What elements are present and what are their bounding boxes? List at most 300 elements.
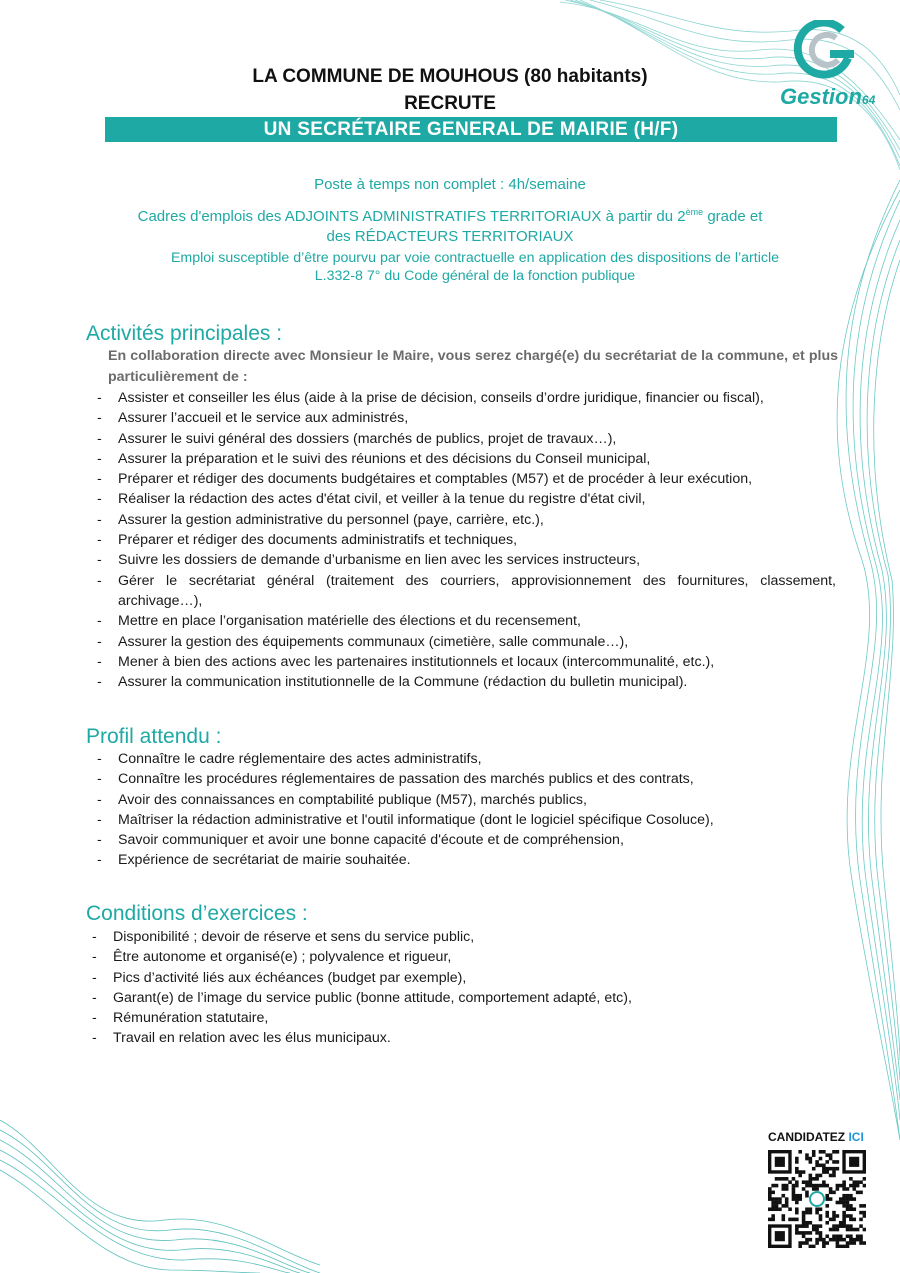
activities-item [97, 510, 836, 530]
qr-module [825, 1241, 829, 1245]
qr-module [802, 1241, 806, 1245]
qr-module [805, 1238, 809, 1242]
qr-module [771, 1201, 775, 1205]
qr-module [819, 1157, 823, 1161]
qr-module [846, 1245, 850, 1248]
qr-module [778, 1197, 782, 1201]
qr-module [849, 1234, 853, 1238]
activities-item [97, 449, 836, 469]
qr-module [825, 1160, 829, 1164]
activities-item-text: Assurer la préparation et le suivi des réunions et des décisions du Conseil municipal, [118, 450, 651, 467]
qr-module [822, 1238, 826, 1242]
qr-module [795, 1184, 799, 1188]
qr-module [809, 1160, 813, 1164]
cadres-text: Cadres d'emplois des ADJOINTS ADMINISTRATIFS TERRITORIAUX à partir du 2 [137, 208, 686, 225]
qr-module [795, 1207, 799, 1211]
qr-module [815, 1177, 819, 1181]
qr-module [846, 1201, 850, 1205]
apply-cta[interactable] [768, 1130, 864, 1144]
qr-module [795, 1180, 799, 1184]
qr-module [782, 1214, 786, 1218]
qr-module [812, 1224, 816, 1228]
cadres-sup: ème [685, 207, 704, 217]
qr-module [812, 1153, 816, 1157]
profile-item [97, 810, 836, 830]
qr-module [812, 1167, 816, 1171]
qr-module [863, 1241, 866, 1245]
qr-module [859, 1241, 863, 1245]
qr-module [812, 1184, 816, 1188]
qr-module [785, 1187, 789, 1191]
qr-module [852, 1218, 856, 1222]
conditions-item [92, 968, 831, 988]
qr-module [812, 1187, 816, 1191]
qr-module [792, 1191, 796, 1195]
qr-module [782, 1204, 786, 1208]
qr-module [829, 1157, 833, 1161]
qr-module [815, 1160, 819, 1164]
qr-module [836, 1160, 840, 1164]
qr-module [836, 1241, 840, 1245]
qr-module [785, 1197, 789, 1201]
profile-item-text: Maîtriser la rédaction administrative et l'outil informatique (dont le logiciel spécifique Cosoluce), [118, 811, 714, 828]
qr-module [832, 1238, 836, 1242]
bullet-dash: - [97, 491, 102, 508]
qr-module [798, 1194, 802, 1198]
qr-module [795, 1224, 799, 1228]
profile-item [97, 850, 836, 870]
qr-module [815, 1184, 819, 1188]
qr-module [852, 1197, 856, 1201]
qr-module [802, 1218, 806, 1222]
bullet-dash: - [92, 949, 97, 966]
qr-module [792, 1187, 796, 1191]
qr-module [825, 1194, 829, 1198]
qr-module [849, 1238, 853, 1242]
qr-module [805, 1157, 809, 1161]
qr-module [788, 1218, 792, 1222]
qr-module [825, 1221, 829, 1225]
qr-module [792, 1218, 796, 1222]
header-commune: LA COMMUNE DE MOUHOUS (80 habitants) [252, 66, 648, 87]
qr-module [856, 1228, 860, 1232]
qr-module [809, 1245, 813, 1248]
qr-module [805, 1180, 809, 1184]
qr-module [832, 1160, 836, 1164]
qr-module [849, 1207, 853, 1211]
bullet-dash: - [97, 633, 102, 650]
qr-module [802, 1214, 806, 1218]
qr-module [836, 1224, 840, 1228]
qr-module [795, 1170, 799, 1174]
qr-module [768, 1187, 772, 1191]
qr-module [842, 1204, 846, 1208]
qr-module [771, 1214, 775, 1218]
qr-module [852, 1238, 856, 1242]
qr-module [768, 1191, 772, 1195]
qr-module [832, 1228, 836, 1232]
qr-module [829, 1153, 833, 1157]
activities-item-text: Préparer et rédiger des documents administratifs et techniques, [118, 532, 518, 549]
qr-module [846, 1228, 850, 1232]
qr-module [849, 1204, 853, 1208]
qr-module [805, 1207, 809, 1211]
qr-module [792, 1184, 796, 1188]
bullet-dash: - [97, 674, 102, 691]
qr-module [839, 1224, 843, 1228]
qr-module [802, 1187, 806, 1191]
bullet-dash: - [97, 552, 102, 569]
qr-module [805, 1191, 809, 1195]
qr-module [802, 1234, 806, 1238]
qr-module [836, 1201, 840, 1205]
qr-module [825, 1184, 829, 1188]
qr-module [829, 1238, 833, 1242]
activities-item [97, 632, 836, 652]
bullet-dash: - [92, 989, 97, 1006]
qr-module [846, 1234, 850, 1238]
activities-item-text: Assurer l’accueil et le service aux administrés, [118, 410, 409, 427]
qr-module [832, 1150, 836, 1154]
profile-item-text: Expérience de secrétariat de mairie souhaitée. [118, 852, 411, 869]
qr-module [832, 1191, 836, 1195]
qr-module [849, 1194, 853, 1198]
qr-module [842, 1194, 846, 1198]
activities-item [97, 489, 836, 509]
qr-module [836, 1214, 840, 1218]
qr-module [771, 1184, 775, 1188]
qr-module [798, 1197, 802, 1201]
qr-module [815, 1164, 819, 1168]
qr-module [812, 1150, 816, 1154]
profile-item-text: Savoir communiquer et avoir une bonne capacité d'écoute et de compréhension, [118, 832, 624, 849]
qr-module [842, 1187, 846, 1191]
bullet-dash: - [97, 572, 102, 589]
bullet-dash: - [92, 969, 97, 986]
qr-module [842, 1224, 846, 1228]
conditions-item [92, 988, 831, 1008]
qr-module [795, 1231, 799, 1235]
conditions-item-text: Travail en relation avec les élus municipaux. [113, 1030, 391, 1047]
qr-module [819, 1234, 823, 1238]
qr-module [819, 1238, 823, 1242]
qr-module [798, 1174, 802, 1178]
conditions-item [92, 1028, 831, 1048]
qr-module [836, 1228, 840, 1232]
qr-module [809, 1157, 813, 1161]
profile-item [97, 749, 836, 769]
qr-module [775, 1204, 779, 1208]
qr-module [815, 1211, 819, 1215]
qr-module [812, 1177, 816, 1181]
qr-module [836, 1150, 840, 1154]
bullet-dash: - [97, 771, 102, 788]
activities-item [97, 530, 836, 550]
qr-module [798, 1241, 802, 1245]
qr-module [856, 1238, 860, 1242]
qr-module [852, 1228, 856, 1232]
qr-module [852, 1187, 856, 1191]
bullet-dash: - [97, 410, 102, 427]
qr-module [815, 1224, 819, 1228]
qr-module [849, 1241, 853, 1245]
qr-module [825, 1211, 829, 1215]
qr-module [856, 1180, 860, 1184]
qr-module [822, 1245, 826, 1248]
qr-module [849, 1218, 853, 1222]
qr-module [863, 1177, 866, 1181]
qr-module [829, 1218, 833, 1222]
activities-item [97, 571, 836, 612]
qr-module [863, 1211, 866, 1215]
qr-module [782, 1218, 786, 1222]
activities-intro: En collaboration directe avec Monsieur le Maire, vous serez chargé(e) du secrétariat de la commune, et plus particulièrement de : [108, 348, 838, 385]
qr-module [863, 1228, 866, 1232]
qr-module [836, 1245, 840, 1248]
qr-module [778, 1201, 782, 1205]
qr-module [778, 1207, 782, 1211]
qr-module [863, 1214, 866, 1218]
qr-module [822, 1184, 826, 1188]
profile-item [97, 790, 836, 810]
qr-module [839, 1197, 843, 1201]
qr-module [809, 1221, 813, 1225]
qr-module [859, 1204, 863, 1208]
conditions-item [92, 1008, 831, 1028]
qr-module [809, 1184, 813, 1188]
qr-module [846, 1197, 850, 1201]
activities-item [97, 408, 836, 428]
conditions-item [92, 947, 831, 967]
qr-module [795, 1211, 799, 1215]
activities-item-text: Assister et conseiller les élus (aide à la prise de décision, conseils d’ordre juridique, financier ou fiscal), [118, 390, 764, 406]
qr-code[interactable] [768, 1150, 866, 1248]
qr-module [809, 1177, 813, 1181]
qr-module [839, 1238, 843, 1242]
qr-module [819, 1218, 823, 1222]
activities-item [97, 611, 836, 631]
qr-module [846, 1204, 850, 1208]
qr-module [863, 1184, 866, 1188]
qr-module [795, 1160, 799, 1164]
qr-finder [775, 1231, 785, 1241]
qr-module [839, 1221, 843, 1225]
qr-module [819, 1214, 823, 1218]
qr-module [832, 1170, 836, 1174]
qr-module [798, 1150, 802, 1154]
qr-module [795, 1194, 799, 1198]
qr-module [852, 1207, 856, 1211]
activities-item-text: Assurer la gestion administrative du personnel (paye, carrière, etc.), [118, 511, 544, 528]
qr-module [812, 1245, 816, 1248]
qr-module [798, 1231, 802, 1235]
qr-module [859, 1191, 863, 1195]
qr-module [815, 1228, 819, 1232]
qr-module [819, 1150, 823, 1154]
qr-module [805, 1194, 809, 1198]
qr-module [836, 1187, 840, 1191]
bullet-dash: - [97, 450, 102, 467]
qr-module [771, 1191, 775, 1195]
header-recrute: RECRUTE [404, 93, 496, 114]
bullet-dash: - [97, 430, 102, 447]
bullet-dash: - [97, 532, 102, 549]
qr-module [768, 1207, 772, 1211]
profile-list [97, 749, 836, 871]
job-title-banner: UN SECRÉTAIRE GENERAL DE MAIRIE (H/F) [105, 117, 837, 142]
qr-module [792, 1194, 796, 1198]
qr-module [822, 1170, 826, 1174]
qr-module [836, 1167, 840, 1171]
qr-module [829, 1167, 833, 1171]
qr-module [785, 1204, 789, 1208]
cadres-line-2: des RÉDACTEURS TERRITORIAUX [326, 228, 574, 245]
qr-module [842, 1197, 846, 1201]
apply-highlight: ICI [848, 1130, 864, 1144]
qr-module [775, 1184, 779, 1188]
bullet-dash: - [97, 791, 102, 808]
bullet-dash: - [92, 1030, 97, 1047]
qr-module [815, 1241, 819, 1245]
conditions-item-text: Rémunération statutaire, [113, 1010, 269, 1027]
qr-module [819, 1224, 823, 1228]
qr-module [859, 1180, 863, 1184]
qr-module [856, 1191, 860, 1195]
qr-module [822, 1164, 826, 1168]
profile-item-text: Connaître les procédures réglementaires de passation des marchés publics et des contrats, [118, 771, 694, 788]
qr-module [856, 1184, 860, 1188]
qr-module [849, 1214, 853, 1218]
contract-line-2: L.332-8 7° du Code général de la fonction publique [314, 268, 636, 284]
conditions-item-text: Garant(e) de l’image du service public (bonne attitude, comportement adapté, etc), [113, 989, 632, 1006]
activities-item [97, 429, 836, 449]
qr-module [859, 1234, 863, 1238]
activities-title: Activités principales : [86, 322, 283, 345]
qr-module [846, 1224, 850, 1228]
activities-list [97, 388, 836, 692]
qr-module [842, 1214, 846, 1218]
qr-module [825, 1153, 829, 1157]
qr-module [852, 1180, 856, 1184]
activities-item-text: Assurer la gestion des équipements communaux (cimetière, salle communale…), [118, 633, 629, 650]
cadres-line-1 [0, 207, 900, 225]
qr-module [856, 1234, 860, 1238]
qr-module [809, 1207, 813, 1211]
qr-module [819, 1231, 823, 1235]
activities-item [97, 652, 836, 672]
qr-module [842, 1238, 846, 1242]
qr-module [788, 1180, 792, 1184]
qr-module [842, 1221, 846, 1225]
qr-module [822, 1150, 826, 1154]
qr-module [782, 1184, 786, 1188]
qr-module [815, 1238, 819, 1242]
qr-module [859, 1218, 863, 1222]
activities-item-text: Préparer et rédiger des documents budgétaires et comptables (M57) et de procéder à leur exécution, [118, 471, 753, 488]
qr-module [852, 1184, 856, 1188]
qr-module [836, 1184, 840, 1188]
logo-suffix: 64 [861, 93, 876, 107]
qr-module [822, 1180, 826, 1184]
qr-module [825, 1214, 829, 1218]
qr-module [775, 1197, 779, 1201]
qr-module [832, 1167, 836, 1171]
qr-module [778, 1177, 782, 1181]
qr-module [825, 1204, 829, 1208]
qr-module [852, 1241, 856, 1245]
qr-module [842, 1180, 846, 1184]
qr-module [829, 1197, 833, 1201]
qr-module [825, 1197, 829, 1201]
qr-module [842, 1201, 846, 1205]
qr-module [805, 1224, 809, 1228]
qr-module [815, 1187, 819, 1191]
qr-finder [775, 1157, 785, 1167]
qr-module [846, 1187, 850, 1191]
conditions-item-text: Pics d’activité liés aux échéances (budget par exemple), [113, 969, 467, 986]
qr-module [802, 1211, 806, 1215]
qr-module [795, 1228, 799, 1232]
qr-module [825, 1234, 829, 1238]
qr-module [822, 1167, 826, 1171]
qr-module [829, 1228, 833, 1232]
qr-module [839, 1201, 843, 1205]
qr-module [809, 1211, 813, 1215]
qr-module [859, 1224, 863, 1228]
qr-module [836, 1234, 840, 1238]
bullet-dash: - [92, 1010, 97, 1027]
bullet-dash: - [97, 852, 102, 869]
qr-module [802, 1170, 806, 1174]
qr-module [782, 1187, 786, 1191]
bullet-dash: - [97, 471, 102, 488]
qr-module [815, 1207, 819, 1211]
qr-module [768, 1218, 772, 1222]
qr-module [798, 1245, 802, 1248]
cadres-text-end: grade et [703, 208, 763, 225]
bullet-dash: - [97, 832, 102, 849]
qr-module [771, 1204, 775, 1208]
qr-module [782, 1177, 786, 1181]
logo-name: Gestion [780, 84, 862, 109]
qr-module [842, 1184, 846, 1188]
qr-module [775, 1177, 779, 1181]
qr-module [802, 1231, 806, 1235]
activities-item-text: Assurer la communication institutionnelle de la Commune (rédaction du bulletin municipal). [118, 674, 688, 691]
qr-module [795, 1201, 799, 1205]
qr-module [771, 1218, 775, 1222]
qr-module [782, 1194, 786, 1198]
qr-module [802, 1180, 806, 1184]
bullet-dash: - [97, 613, 102, 630]
qr-module [825, 1167, 829, 1171]
qr-module [832, 1211, 836, 1215]
qr-module [792, 1177, 796, 1181]
qr-module [839, 1234, 843, 1238]
qr-module [815, 1174, 819, 1178]
activities-item [97, 672, 836, 692]
qr-module [771, 1197, 775, 1201]
activities-item-text: Assurer le suivi général des dossiers (marchés de publics, projet de travaux…), [118, 430, 617, 447]
qr-module [819, 1207, 823, 1211]
qr-module [829, 1187, 833, 1191]
activities-item [97, 550, 836, 570]
qr-module [805, 1241, 809, 1245]
qr-module [832, 1234, 836, 1238]
qr-module [829, 1191, 833, 1195]
qr-module [829, 1174, 833, 1178]
qr-module [798, 1170, 802, 1174]
